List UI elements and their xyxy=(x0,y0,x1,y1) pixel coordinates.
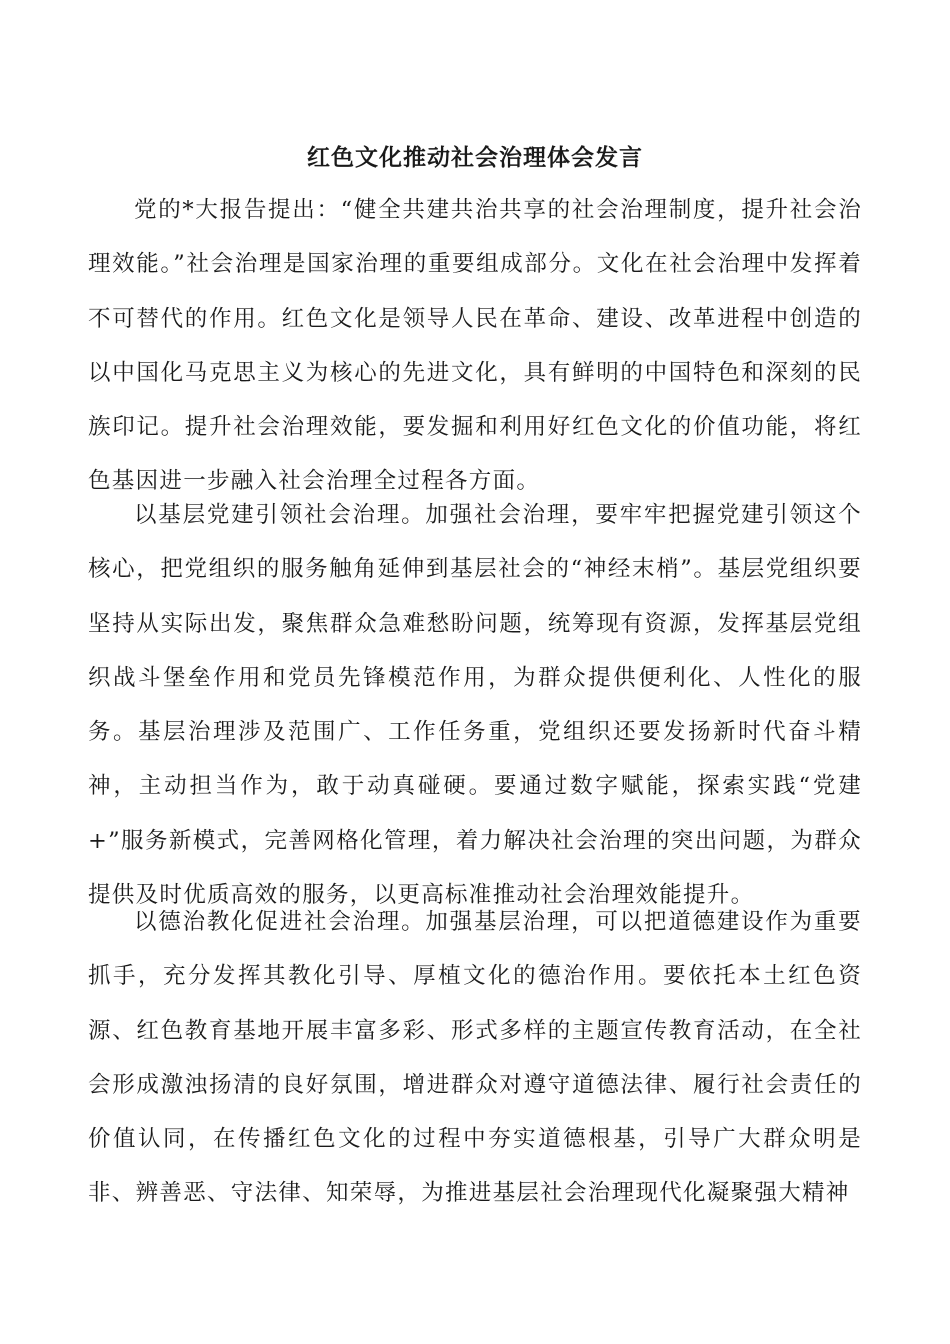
paragraph-moral-education: 以德治教化促进社会治理。加强基层治理，可以把道德建设作为重要抓手，充分发挥其教化引导、厚植文化的德治作用。要依托本土红色资源、红色教育基地开展丰富多彩、形式多样的主题宣传教育活动，在全社会形成激浊扬清的良好氛围，增进群众对遵守道德法律、履行社会责任的价值认同，在传播红色文化的过程中夯实道德根基，引导广大群众明是非、辨善恶、守法律、知荣辱，为推进基层社会治理现代化凝聚强大精神 xyxy=(88,909,862,1207)
paragraph-intro: 党的*大报告提出：“健全共建共治共享的社会治理制度，提升社会治理效能。”社会治理是国家治理的重要组成部分。文化在社会治理中发挥着不可替代的作用。红色文化是领导人民在革命、建设、改革进程中创造的以中国化马克思主义为核心的先进文化，具有鲜明的中国特色和深刻的民族印记。提升社会治理效能，要发掘和利用好红色文化的价值功能，将红色基因进一步融入社会治理全过程各方面。 xyxy=(88,197,862,495)
document-title: 红色文化推动社会治理体会发言 xyxy=(307,144,643,171)
paragraph-party-building: 以基层党建引领社会治理。加强社会治理，要牢牢把握党建引领这个核心，把党组织的服务触角延伸到基层社会的“神经末梢”。基层党组织要坚持从实际出发，聚焦群众急难愁盼问题，统筹现有资源，发挥基层党组织战斗堡垒作用和党员先锋模范作用，为群众提供便利化、人性化的服务。基层治理涉及范围广、工作任务重，党组织还要发扬新时代奋斗精神，主动担当作为，敢于动真碰硬。要通过数字赋能，探索实践“党建+”服务新模式，完善网格化管理，着力解决社会治理的突出问题，为群众提供及时优质高效的服务，以更高标准推动社会治理效能提升。 xyxy=(88,502,862,909)
